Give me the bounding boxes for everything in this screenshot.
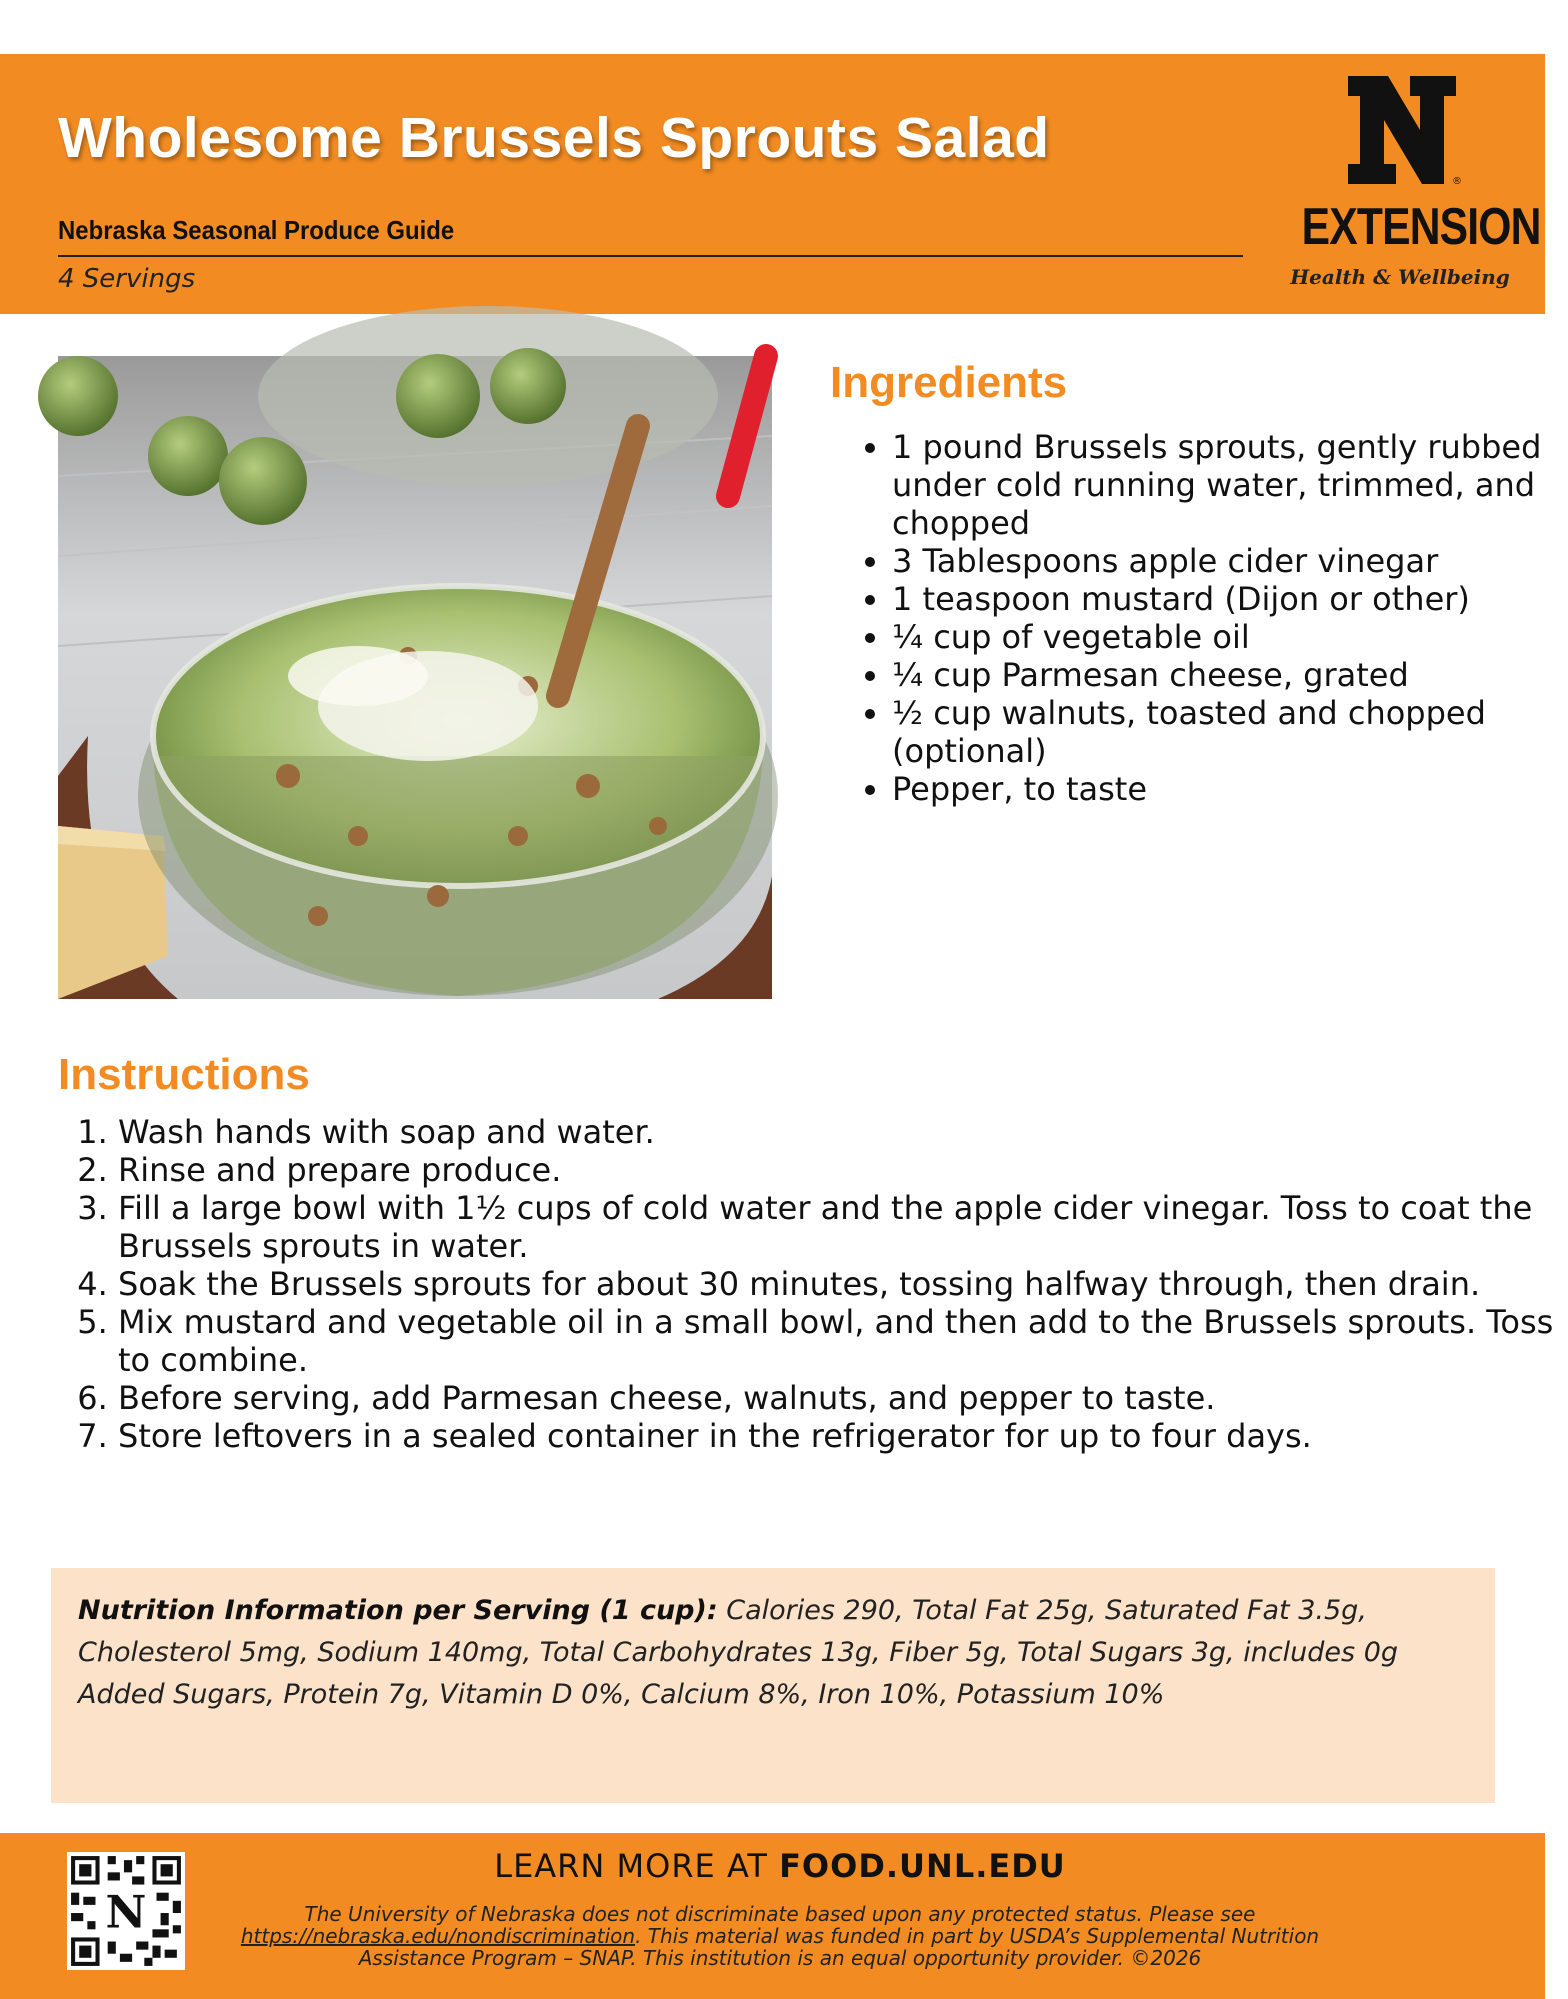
nutrition-text — [78, 1590, 1468, 1716]
qr-code-icon — [67, 1852, 185, 1970]
disclaimer-text — [230, 1903, 1330, 1969]
ingredient-item: • 1 teaspoon mustard (Dijon or other) — [892, 580, 1552, 618]
extension-logo — [1280, 72, 1541, 297]
instructions-heading: Instructions — [58, 1050, 310, 1099]
nebraska-n-logo — [1344, 72, 1460, 188]
extension-wordmark: EXTENSION — [1301, 198, 1541, 256]
nutrition-values: Calories 290, Total Fat 25g, Saturated Fat 3.5g, Cholesterol 5mg, Sodium 140mg, Total Carbohydrates 13g, Fiber 5g, Total Sugars 3g, includes 0g Added Sugars, Protein 7g, Vitamin D 0%, Calcium 8%, Iron 10%, Potassium 10% — [78, 1595, 1399, 1710]
disclaimer-part-1: The University of Nebraska does not discriminate based upon any protected status. Please see — [304, 1902, 1256, 1926]
instruction-step: 2. Rinse and prepare produce. — [118, 1151, 1568, 1189]
qr-letter: N — [105, 1885, 147, 1939]
ingredient-item: • ½ cup walnuts, toasted and chopped (optional) — [892, 694, 1552, 770]
servings-label: 4 Servings — [58, 264, 196, 294]
ingredient-item: • ¼ cup of vegetable oil — [892, 618, 1552, 656]
nondiscrimination-link[interactable]: https://nebraska.edu/nondiscrimination — [240, 1924, 636, 1948]
ingredient-item: • ¼ cup Parmesan cheese, grated — [892, 656, 1552, 694]
ingredients-heading: Ingredients — [830, 358, 1068, 407]
instruction-step: 7. Store leftovers in a sealed container in the refrigerator for up to four days. — [118, 1417, 1568, 1455]
instruction-step: 1. Wash hands with soap and water. — [118, 1113, 1568, 1151]
learn-prefix: LEARN MORE AT — [494, 1847, 780, 1885]
instruction-step: 4. Soak the Brussels sprouts for about 30 minutes, tossing halfway through, then drain. — [118, 1265, 1568, 1303]
guide-subtitle: Nebraska Seasonal Produce Guide — [58, 215, 455, 245]
instruction-step: 3. Fill a large bowl with 1½ cups of cold water and the apple cider vinegar. Toss to coat the Brussels sprouts in water. — [118, 1189, 1568, 1265]
instruction-step: 5. Mix mustard and vegetable oil in a small bowl, and then add to the Brussels sprouts. Toss to combine. — [118, 1303, 1568, 1379]
recipe-title: Wholesome Brussels Sprouts Salad — [58, 106, 1050, 170]
footer-band — [0, 1833, 1545, 1999]
salad-photo — [58, 356, 772, 999]
instruction-step: 6. Before serving, add Parmesan cheese, walnuts, and pepper to taste. — [118, 1379, 1568, 1417]
ingredient-item: • Pepper, to taste — [892, 770, 1552, 808]
ingredient-item: • 3 Tablespoons apple cider vinegar — [892, 542, 1552, 580]
nutrition-box — [51, 1568, 1495, 1803]
ingredients-list — [840, 428, 1552, 808]
nutrition-label: Nutrition Information per Serving (1 cup): — [78, 1595, 718, 1626]
logo-tagline: Health & Wellbeing — [1290, 265, 1510, 289]
header-divider — [58, 255, 1243, 257]
instructions-list — [58, 1113, 1568, 1455]
learn-more-line — [230, 1847, 1330, 1885]
ingredient-item: • 1 pound Brussels sprouts, gently rubbed under cold running water, trimmed, and chopped — [892, 428, 1552, 542]
learn-site-link[interactable]: FOOD.UNL.EDU — [779, 1847, 1066, 1885]
disclaimer-part-2: . This material was funded in part by USDA’s Supplemental Nutrition Assistance Program – SNAP. This institution is an equal opportunity provider. ©2026 — [358, 1924, 1320, 1970]
registered-mark: ® — [1452, 176, 1462, 187]
